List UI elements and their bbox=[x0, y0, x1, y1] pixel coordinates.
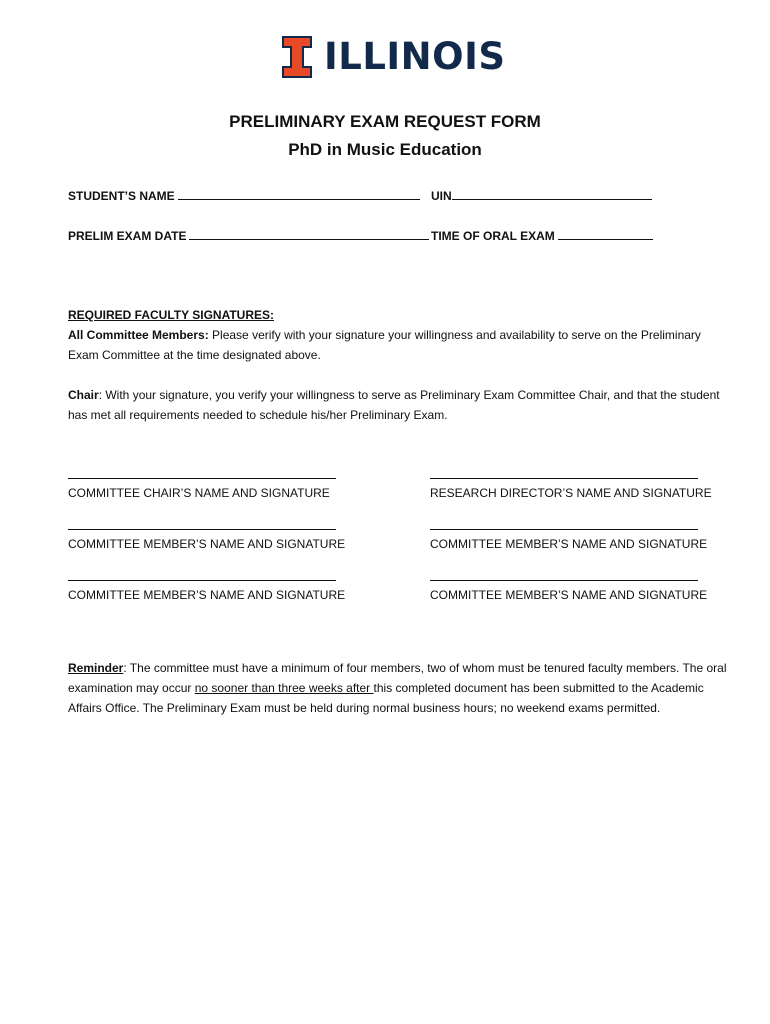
form-title: PRELIMINARY EXAM REQUEST FORM bbox=[229, 112, 541, 131]
signature-line[interactable] bbox=[68, 528, 336, 530]
signatures-heading: REQUIRED FACULTY SIGNATURES: bbox=[68, 308, 275, 322]
signature-label: COMMITTEE MEMBER’S NAME AND SIGNATURE bbox=[430, 537, 708, 551]
illinois-logo bbox=[282, 36, 506, 78]
uin-label: UIN bbox=[431, 189, 452, 203]
committee-instruction bbox=[68, 325, 728, 365]
student-name-line[interactable] bbox=[178, 188, 420, 200]
chair-lead: Chair bbox=[68, 388, 99, 402]
reminder-emphasis: no sooner than three weeks after bbox=[194, 681, 374, 695]
signature-line[interactable] bbox=[68, 477, 336, 479]
signature-research-director[interactable] bbox=[430, 477, 712, 500]
signature-label: COMMITTEE MEMBER’S NAME AND SIGNATURE bbox=[68, 588, 346, 602]
prelim-date-line[interactable] bbox=[189, 228, 429, 240]
signature-line[interactable] bbox=[430, 579, 698, 581]
oral-time-line[interactable] bbox=[558, 228, 653, 240]
form-subtitle: PhD in Music Education bbox=[288, 140, 482, 159]
signature-label: RESEARCH DIRECTOR’S NAME AND SIGNATURE bbox=[430, 486, 712, 500]
student-name-label: STUDENT’S NAME bbox=[68, 189, 175, 203]
signature-line[interactable] bbox=[430, 477, 698, 479]
illinois-wordmark: ILLINOIS bbox=[324, 35, 506, 78]
signature-member-1[interactable] bbox=[68, 528, 346, 551]
signature-line[interactable] bbox=[430, 528, 698, 530]
uin-line[interactable] bbox=[452, 188, 652, 200]
reminder-text-1: : The committee must have a minimum of four members, two of whom must be tenured faculty members. The oral examination may occur bbox=[68, 661, 727, 695]
reminder-lead: Reminder bbox=[68, 661, 124, 675]
prelim-date-field[interactable] bbox=[68, 228, 429, 243]
signature-label: COMMITTEE MEMBER’S NAME AND SIGNATURE bbox=[68, 537, 346, 551]
signature-member-3[interactable] bbox=[68, 579, 346, 602]
signatures-instructions bbox=[68, 305, 728, 365]
reminder-text-2: this completed document has been submitted to the Academic Affairs Office. The Preliminary Exam must be held during normal business hours; no weekend exams permitted. bbox=[68, 681, 704, 715]
committee-text: Please verify with your signature your willingness and availability to serve on the Preliminary Exam Committee at the time designated above. bbox=[68, 328, 701, 362]
signature-member-2[interactable] bbox=[430, 528, 708, 551]
student-name-field[interactable] bbox=[68, 188, 420, 203]
reminder-paragraph bbox=[68, 658, 728, 718]
signature-chair[interactable] bbox=[68, 477, 343, 500]
signature-label: COMMITTEE MEMBER’S NAME AND SIGNATURE bbox=[430, 588, 708, 602]
block-i-icon bbox=[282, 36, 312, 78]
chair-instruction bbox=[68, 385, 728, 425]
signature-label: COMMITTEE CHAIR’S NAME AND SIGNATURE bbox=[68, 486, 330, 500]
chair-text: : With your signature, you verify your willingness to serve as Preliminary Exam Committee Chair, and that the student has met all requirements needed to schedule his/her Preliminary Exam. bbox=[68, 388, 720, 422]
oral-time-label: TIME OF ORAL EXAM bbox=[431, 229, 555, 243]
oral-time-field[interactable] bbox=[431, 228, 653, 243]
committee-lead: All Committee Members: bbox=[68, 328, 209, 342]
signature-member-4[interactable] bbox=[430, 579, 708, 602]
prelim-date-label: PRELIM EXAM DATE bbox=[68, 229, 187, 243]
signature-line[interactable] bbox=[68, 579, 336, 581]
uin-field[interactable] bbox=[431, 188, 652, 203]
